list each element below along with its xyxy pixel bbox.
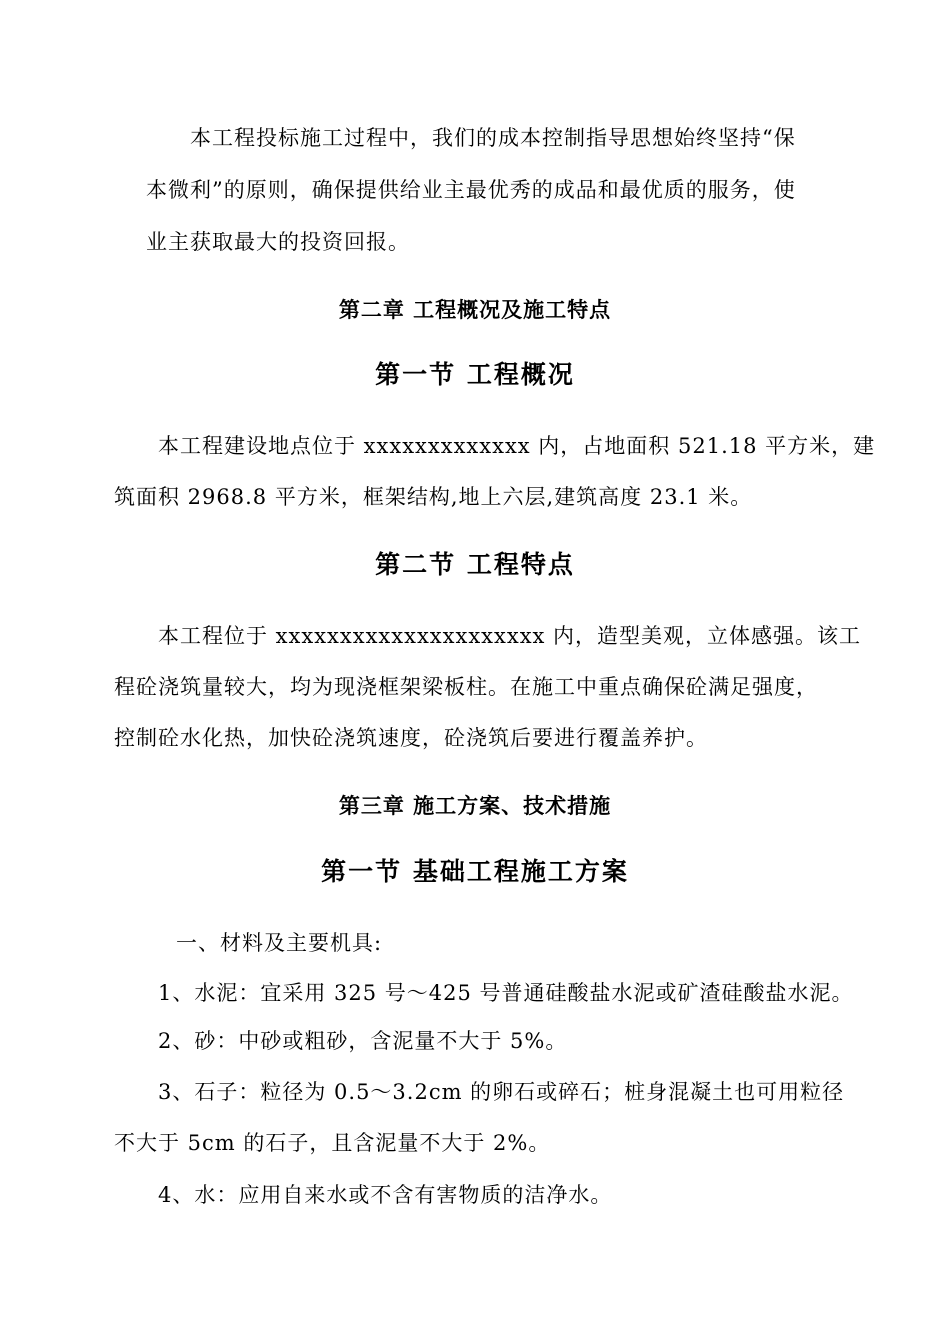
paragraph-line: 控制砼水化热，加快砼浇筑速度，砼浇筑后要进行覆盖养护。 [114, 726, 708, 750]
paragraph-line: 本工程投标施工过程中，我们的成本控制指导思想始终坚持“保 [190, 126, 796, 150]
list-item: 2、砂：中砂或粗砂，含泥量不大于 5%。 [158, 1029, 568, 1053]
list-item: 不大于 5cm 的石子，且含泥量不大于 2%。 [114, 1131, 551, 1155]
paragraph-line: 程砼浇筑量较大，均为现浇框架梁板柱。在施工中重点确保砼满足强度， [114, 675, 818, 699]
paragraph-line: 筑面积 2968.8 平方米，框架结构,地上六层,建筑高度 23.1 米。 [114, 485, 753, 509]
chapter-heading: 第三章 施工方案、技术措施 [338, 793, 612, 818]
paragraph-line: 本工程建设地点位于 xxxxxxxxxxxxx 内，占地面积 521.18 平方米，建 [158, 434, 876, 458]
paragraph-line: 业主获取最大的投资回报。 [146, 230, 410, 254]
list-item: 4、水：应用自来水或不含有害物质的洁净水。 [158, 1183, 613, 1207]
list-item: 3、石子：粒径为 0.5～3.2cm 的卵石或碎石；桩身混凝土也可用粒径 [158, 1080, 845, 1104]
paragraph-line: 本工程位于 xxxxxxxxxxxxxxxxxxxxx 内，造型美观，立体感强。该工 [158, 624, 862, 648]
subheading: 一、材料及主要机具: [176, 931, 383, 955]
list-item: 1、水泥：宜采用 325 号～425 号普通硅酸盐水泥或矿渣硅酸盐水泥。 [158, 981, 854, 1005]
section-heading: 第二节 工程特点 [375, 550, 575, 579]
chapter-heading: 第二章 工程概况及施工特点 [338, 297, 612, 322]
section-heading: 第一节 工程概况 [375, 360, 575, 389]
paragraph-line: 本微利”的原则，确保提供给业主最优秀的成品和最优质的服务，使 [146, 178, 796, 202]
section-heading: 第一节 基础工程施工方案 [321, 857, 629, 886]
